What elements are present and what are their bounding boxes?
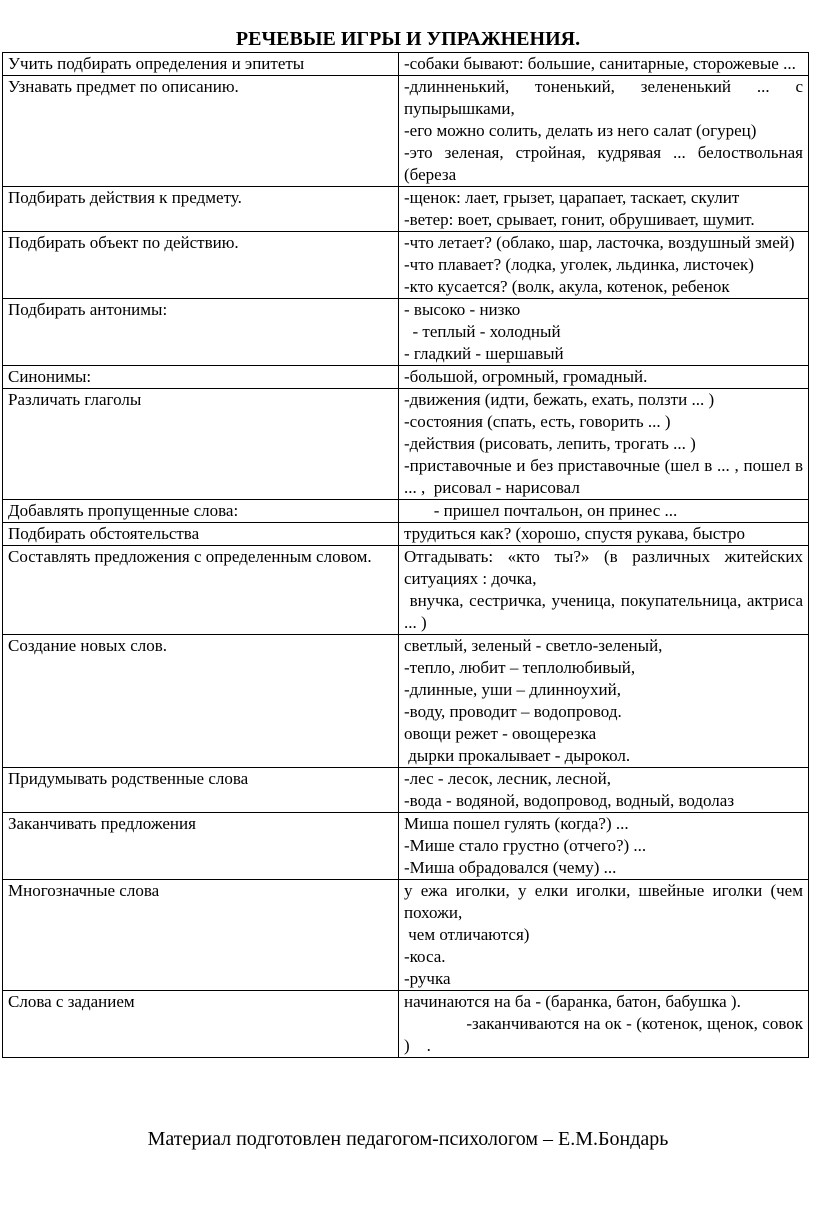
- exercise-task-cell: Синонимы:: [3, 366, 399, 389]
- exercise-examples-cell: [399, 546, 809, 635]
- table-row: [3, 768, 809, 813]
- example-line: -движения (идти, бежать, ехать, ползти ... ): [404, 390, 715, 409]
- exercise-task-cell: Составлять предложения с определенным словом.: [3, 546, 399, 635]
- exercise-task-cell: Подбирать антонимы:: [3, 299, 399, 366]
- exercise-task-cell: Добавлять пропущенные слова:: [3, 500, 399, 523]
- example-line: -его можно солить, делать из него салат (огурец): [404, 121, 757, 140]
- example-line: -длинненький, тоненький, зелененький ... с пупырышками,: [404, 77, 808, 118]
- exercise-task-cell: Различать глаголы: [3, 389, 399, 500]
- table-row: [3, 880, 809, 991]
- exercise-examples-cell: [399, 523, 809, 546]
- example-line: Отгадывать: «кто ты?» (в различных житейских ситуациях : дочка,: [404, 547, 808, 588]
- exercise-examples-cell: [399, 53, 809, 76]
- author-credit: Материал подготовлен педагогом-психологом – Е.М.Бондарь: [147, 1128, 669, 1150]
- table-row: [3, 813, 809, 880]
- example-line: трудиться как? (хорошо, спустя рукава, быстро: [404, 524, 745, 543]
- example-line: чем отличаются): [404, 925, 530, 944]
- exercise-examples-cell: [399, 299, 809, 366]
- example-line: дырки прокалывает - дырокол.: [404, 746, 631, 765]
- page-title: РЕЧЕВЫЕ ИГРЫ И УПРАЖНЕНИЯ.: [235, 28, 581, 50]
- table-row: [3, 389, 809, 500]
- exercise-examples-cell: [399, 813, 809, 880]
- exercise-task-cell: Подбирать действия к предмету.: [3, 187, 399, 232]
- exercise-examples-cell: [399, 389, 809, 500]
- table-row: [3, 366, 809, 389]
- example-line: -тепло, любит – теплолюбивый,: [404, 658, 636, 677]
- exercise-task-cell: Подбирать обстоятельства: [3, 523, 399, 546]
- example-line: -это зеленая, стройная, кудрявая ... белоствольная (береза: [404, 143, 808, 184]
- example-line: -заканчиваются на ок - (котенок, щенок, совок ) .: [404, 1014, 808, 1055]
- example-line: -что плавает? (лодка, уголек, льдинка, листочек): [404, 255, 754, 274]
- example-line: - гладкий - шершавый: [404, 344, 564, 363]
- example-line: -большой, огромный, громадный.: [404, 367, 648, 386]
- example-line: -действия (рисовать, лепить, трогать ... ): [404, 434, 696, 453]
- example-line: овощи режет - овощерезка: [404, 724, 597, 743]
- exercise-examples-cell: [399, 232, 809, 299]
- exercise-examples-cell: [399, 76, 809, 187]
- table-row: [3, 635, 809, 768]
- example-line: у ежа иголки, у елки иголки, швейные иголки (чем похожи,: [404, 881, 808, 922]
- example-line: Миша пошел гулять (когда?) ...: [404, 814, 629, 833]
- example-line: -ветер: воет, срывает, гонит, обрушивает, шумит.: [404, 210, 755, 229]
- table-row: [3, 53, 809, 76]
- table-row: [3, 76, 809, 187]
- table-row: [3, 546, 809, 635]
- exercise-task-cell: Многозначные слова: [3, 880, 399, 991]
- example-line: -ручка: [404, 969, 451, 988]
- exercise-examples-cell: [399, 500, 809, 523]
- example-line: - пришел почтальон, он принес ...: [404, 501, 678, 520]
- exercise-task-cell: Узнавать предмет по описанию.: [3, 76, 399, 187]
- exercise-task-cell: Придумывать родственные слова: [3, 768, 399, 813]
- exercise-examples-cell: [399, 880, 809, 991]
- exercise-task-cell: Создание новых слов.: [3, 635, 399, 768]
- table-row: [3, 523, 809, 546]
- example-line: -собаки бывают: большие, санитарные, сторожевые ...: [404, 54, 796, 73]
- example-line: - высоко - низко: [404, 300, 521, 319]
- exercises-table-body: [3, 53, 809, 1058]
- exercise-examples-cell: [399, 768, 809, 813]
- example-line: -длинные, уши – длинноухий,: [404, 680, 621, 699]
- exercise-examples-cell: [399, 635, 809, 768]
- table-row: [3, 187, 809, 232]
- example-line: -Миша обрадовался (чему) ...: [404, 858, 617, 877]
- exercises-table: [2, 52, 809, 1058]
- exercise-examples-cell: [399, 366, 809, 389]
- exercise-task-cell: Слова с заданием: [3, 991, 399, 1058]
- example-line: внучка, сестричка, ученица, покупательница, актриса ... ): [404, 591, 808, 632]
- example-line: -Мише стало грустно (отчего?) ...: [404, 836, 647, 855]
- example-line: -вода - водяной, водопровод, водный, водолаз: [404, 791, 735, 810]
- table-row: [3, 232, 809, 299]
- exercise-examples-cell: [399, 187, 809, 232]
- example-line: светлый, зеленый - светло-зеленый,: [404, 636, 663, 655]
- example-line: начинаются на ба - (баранка, батон, бабушка ).: [404, 992, 741, 1011]
- example-line: -лес - лесок, лесник, лесной,: [404, 769, 611, 788]
- table-row: [3, 991, 809, 1058]
- exercise-task-cell: Заканчивать предложения: [3, 813, 399, 880]
- exercise-examples-cell: [399, 991, 809, 1058]
- exercise-task-cell: Учить подбирать определения и эпитеты: [3, 53, 399, 76]
- example-line: -воду, проводит – водопровод.: [404, 702, 622, 721]
- example-line: -что летает? (облако, шар, ласточка, воздушный змей): [404, 233, 795, 252]
- table-row: [3, 500, 809, 523]
- example-line: -состояния (спать, есть, говорить ... ): [404, 412, 671, 431]
- example-line: -коса.: [404, 947, 446, 966]
- example-line: - теплый - холодный: [404, 322, 561, 341]
- exercise-task-cell: Подбирать объект по действию.: [3, 232, 399, 299]
- table-row: [3, 299, 809, 366]
- example-line: -приставочные и без приставочные (шел в ... , пошел в ... , рисовал - нарисовал: [404, 456, 808, 497]
- example-line: -кто кусается? (волк, акула, котенок, ребенок: [404, 277, 730, 296]
- example-line: -щенок: лает, грызет, царапает, таскает, скулит: [404, 188, 740, 207]
